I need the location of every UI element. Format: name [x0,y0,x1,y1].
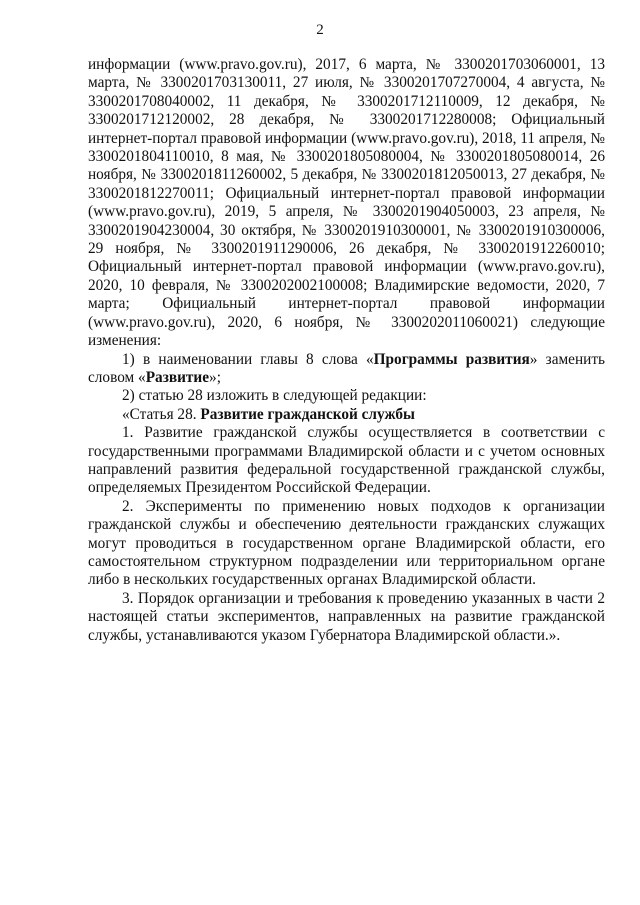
article-title: Развитие гражданской службы [200,405,415,423]
article-point-3: 3. Порядок организации и требования к проведению указанных в части 2 настоящей статьи экспериментов, направленных на развитие гражданской службы, устанавливаются указом Губернатора Владимирской области.». [88,589,605,644]
amendment-item-2: 2) статью 28 изложить в следующей редакции: [122,387,427,405]
article-heading: «Статья 28. Развитие гражданской службы [122,405,415,423]
page-number: 2 [316,22,324,38]
intro-paragraph: информации (www.pravo.gov.ru), 2017, 6 марта, № 3300201703060001, 13 марта, № 3300201703130011, 27 июля, № 3300201707270004, 4 августа, № 3300201708040002, 11 декабря, № 3300201712110009, 12 декабря, № 3300201712120002, 28 декабря, № 3300201712280008; Официальный интернет-портал правовой информации (www.pravo.gov.ru), 2018, 11 апреля, № 3300201804110010, 8 мая, № 3300201805080004, № 3300201805080014, 26 ноября, № 3300201811260002, 5 декабря, № 3300201812050013, 27 декабря, № 3300201812270011; Официальный интернет-портал правовой информации (www.pravo.gov.ru), 2019, 5 апреля, № 3300201904050003, 23 апреля, № 3300201904230004, 30 октября, № 3300201910300001, № 3300201910300006, 29 ноября, № 3300201911290006, 26 декабря, № 3300201912260010; Официальный интернет-портал правовой информации (www.pravo.gov.ru), 2020, 10 февраля, № 3300202002100008; Владимирские ведомости, 2020, 7 марта; Официальный интернет-портал правовой информации (www.pravo.gov.ru), 2020, 6 ноября, № 3300202011060021) следующие изменения: [88,56,605,350]
amendment-item-1: 1) в наименовании главы 8 слова «Программы развития» заменить словом «Развитие»; [88,350,605,386]
document-body [88,56,605,645]
bold-phrase-programs: Программы развития [373,350,530,368]
article-point-2: 2. Эксперименты по применению новых подходов к организации гражданской службы и обеспечению деятельности гражданских служащих могут проводиться в государственном органе Владимирской области, его самостоятельном структурном подразделении или территориальном органе либо в нескольких государственных органах Владимирской области. [88,497,605,589]
bold-phrase-development: Развитие [145,368,210,386]
article-point-1: 1. Развитие гражданской службы осуществляется в соответствии с государственными программами Владимирской области и с учетом основных направлений развития федеральной государственной гражданской службы, определяемых Президентом Российской Федерации. [88,424,605,497]
